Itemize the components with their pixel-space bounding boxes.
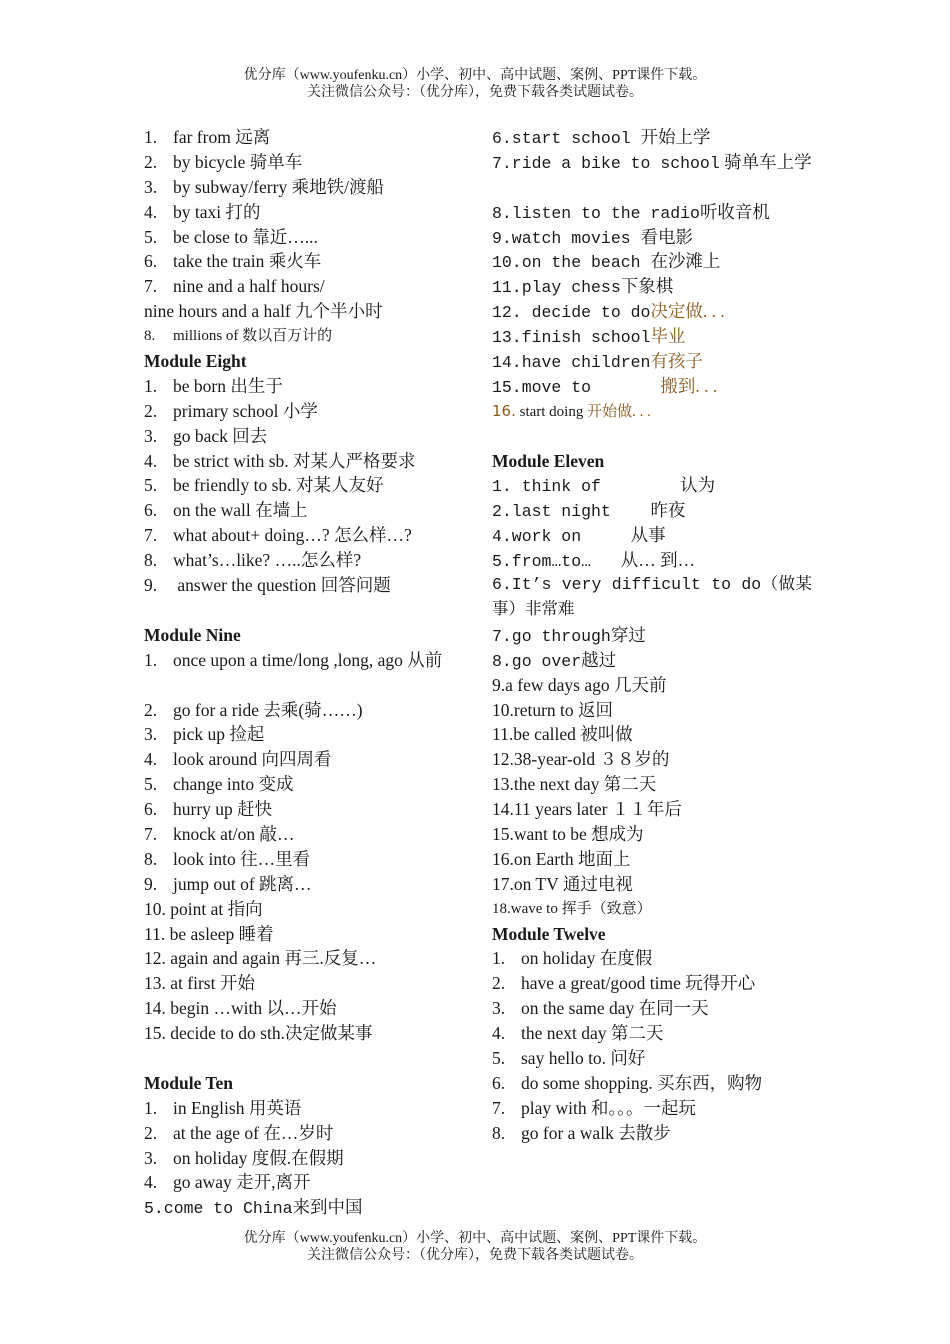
intro-list [144,125,464,349]
list-item: 1. be born 出生于 [144,375,283,396]
list-item: 10. point at 指向 [144,898,263,919]
list-item: 18.wave to 挥手（致意） [492,900,652,917]
list-item: 6. on the wall 在墙上 [144,500,308,521]
list-item: 15. decide to do sth.决定做某事 [144,1023,373,1044]
footer-line-2: 关注微信公众号：（优分库），免费下载各类试题试卷。 [307,1248,643,1263]
list-item: 9. jump out of 跳离… [144,873,312,894]
list-item: 13. at first 开始 [144,973,255,994]
list-item: 14.have children有孩子 [492,351,703,373]
list-item: 9. answer the question 回答问题 [144,575,391,596]
list-item: 2. go for a ride 去乘(骑……) [144,699,363,720]
list-item: 3. on the same day 在同一天 [492,998,709,1019]
list-item: 9.watch movies 看电影 [492,226,694,248]
list-item: 14. begin …with 以…开始 [144,998,337,1019]
list-item: 5. be friendly to sb. 对某人友好 [144,475,384,496]
module-twelve-section [492,922,812,1146]
list-item: 3. go back 回去 [144,425,268,446]
list-item: 2. by bicycle 骑单车 [144,151,303,172]
list-item: 7. what about+ doing…? 怎么样…? [144,525,412,546]
footer-line-1: 优分库（www.youfenku.cn）小学、初中、高中试题、案例、PPT课件下载。 [243,1231,707,1246]
list-item: 7. knock at/on 敲… [144,823,295,844]
list-item: 8.go over越过 [492,649,617,671]
spacer [492,424,812,449]
list-item: 8. look into 往…里看 [144,848,311,869]
list-item: 12. again and again 再三.反复… [144,948,377,969]
list-item: 4. by taxi 打的 [144,201,261,222]
list-item: 7.ride a bike to school 骑单车上学 [492,151,812,173]
module-nine-section [144,623,464,1046]
list-item: 4.work on 从事 [492,525,666,547]
list-item: 5. change into 变成 [144,774,294,795]
module-ten-section [144,1071,464,1220]
list-item: 4. the next day 第二天 [492,1023,664,1044]
list-item: 6.start school 开始上学 [492,127,711,148]
header-line-1: 优分库（www.youfenku.cn）小学、初中、高中试题、案例、PPT课件下载。 [243,68,707,83]
list-item: 16. start doing 开始做. . . [492,401,651,420]
list-item: 14.11 years later １１年后 [492,799,682,820]
page-header [0,67,950,101]
list-item: 8.listen to the radio听收音机 [492,201,770,223]
list-item: 3. by subway/ferry 乘地铁/渡船 [144,176,384,197]
list-item: 3. on holiday 度假.在假期 [144,1147,344,1168]
list-item: 12.38-year-old ３８岁的 [492,749,670,770]
continued-list [492,125,812,424]
list-item: 1. think of 认为 [492,475,716,497]
module-nine-title: Module Nine [144,624,241,645]
list-item: 9.a few days ago 几天前 [492,674,667,695]
module-ten-title: Module Ten [144,1072,233,1093]
list-item: 13.finish school毕业 [492,326,686,348]
list-item: 10.on the beach 在沙滩上 [492,251,721,273]
list-item: 12. decide to do决定做. . . [492,301,725,323]
list-item: 10.return to 返回 [492,699,614,720]
list-item: 2. at the age of 在…岁时 [144,1122,334,1143]
list-item: 2.last night 昨夜 [492,500,686,522]
list-item-continuation: nine hours and a half 九个半小时 [144,301,383,322]
list-item: 8. go for a walk 去散步 [492,1122,671,1143]
list-item: 3. pick up 捡起 [144,724,265,745]
list-item: 8. what’s…like? …..怎么样? [144,550,362,571]
right-column [492,125,812,1146]
list-item: 8. millions of 数以百万计的 [144,328,333,345]
list-item: 17.on TV 通过电视 [492,873,633,894]
list-item: 5.come to China来到中国 [144,1197,363,1219]
spacer [144,598,464,623]
list-item: 4. go away 走开,离开 [144,1172,311,1193]
list-item: 2. primary school 小学 [144,400,318,421]
list-item: 1. on holiday 在度假 [492,948,653,969]
list-item: 4. look around 向四周看 [144,749,332,770]
list-item: 16.on Earth 地面上 [492,848,631,869]
list-item: 6. do some shopping. 买东西，购物 [492,1072,763,1093]
list-item: 11.be called 被叫做 [492,724,633,745]
list-item: 1. once upon a time/long ,long, ago 从前 [144,649,443,670]
module-eight-section [144,349,464,598]
list-item: 5.from…to… 从… 到… [492,550,696,572]
header-line-2: 关注微信公众号：（优分库），免费下载各类试题试卷。 [307,85,643,100]
list-item: 4. be strict with sb. 对某人严格要求 [144,450,416,471]
list-item: 13.the next day 第二天 [492,774,657,795]
module-eleven-section [492,449,812,922]
module-eight-title: Module Eight [144,351,247,372]
module-eleven-title: Module Eleven [492,450,605,471]
list-item: 6.It’s very difficult to do（做某事）非常难 [492,575,812,619]
list-item: 7. play with 和。。。一起玩 [492,1097,696,1118]
list-item: 5. be close to 靠近…... [144,226,318,247]
page-footer [0,1230,950,1264]
list-item: 1. in English 用英语 [144,1097,302,1118]
list-item: 15.want to be 想成为 [492,823,644,844]
left-column [144,125,464,1220]
list-item: 2. have a great/good time 玩得开心 [492,973,756,994]
spacer [144,1046,464,1071]
list-item: 11. be asleep 睡着 [144,923,274,944]
list-item: 7. nine and a half hours/ [144,276,325,297]
list-item: 6. take the train 乘火车 [144,251,322,272]
list-item: 11.play chess下象棋 [492,276,674,298]
list-item: 1. far from 远离 [144,127,271,147]
module-twelve-title: Module Twelve [492,923,606,944]
list-item: 6. hurry up 赶快 [144,799,273,820]
list-item: 5. say hello to. 问好 [492,1047,646,1068]
list-item: 7.go through穿过 [492,624,646,646]
list-item: 15.move to 搬到. . . [492,375,718,397]
